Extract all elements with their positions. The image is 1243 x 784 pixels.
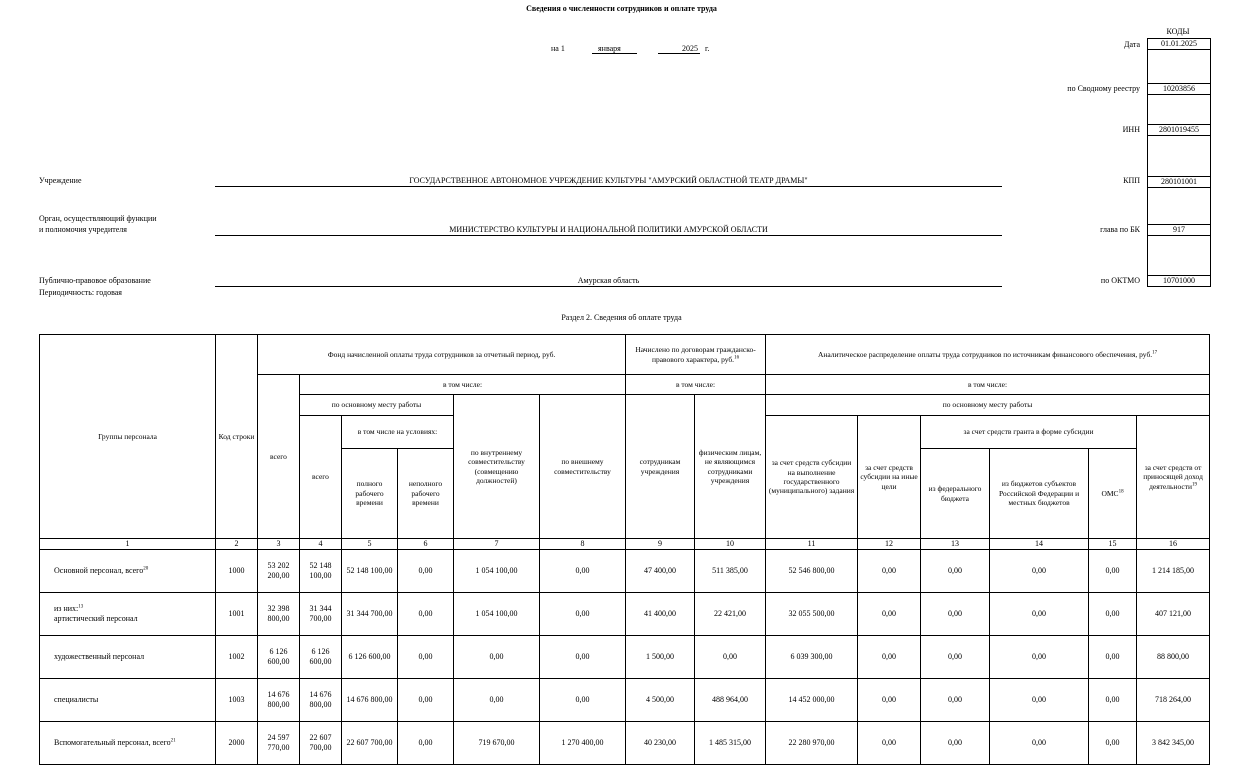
code-registry: 10203856 <box>1148 83 1210 93</box>
codes-header: КОДЫ <box>1166 27 1190 36</box>
table-cell: 719 670,00 <box>454 722 540 765</box>
label-inn: ИНН <box>1122 125 1140 134</box>
table-cell: 31 344 700,00 <box>300 593 342 636</box>
table-cell: 0,00 <box>990 636 1089 679</box>
table-cell: 0,00 <box>990 722 1089 765</box>
h-regional: из бюджетов субъектов Российской Федерации и местных бюджетов <box>990 449 1089 539</box>
table-cell: 0,00 <box>1089 550 1137 593</box>
table-cell: 1 054 100,00 <box>454 593 540 636</box>
table-cell: 407 121,00 <box>1137 593 1210 636</box>
h-subsidy-other: за счет средств субсидии на иные цели <box>858 416 921 539</box>
date-suffix: г. <box>705 44 710 53</box>
organ-label-1: Орган, осуществляющий функции <box>39 214 157 223</box>
table-cell: 0,00 <box>398 636 454 679</box>
table-cell: 1 214 185,00 <box>1137 550 1210 593</box>
table-cell: 4 500,00 <box>626 679 695 722</box>
h-gph-incl: в том числе: <box>626 375 766 395</box>
h-external: по внешнему совместительству <box>540 395 626 539</box>
col-num: 5 <box>342 539 398 550</box>
codes-box <box>1147 38 1211 287</box>
table-cell: 0,00 <box>1089 593 1137 636</box>
col-num: 6 <box>398 539 454 550</box>
col-num: 9 <box>626 539 695 550</box>
h-analytic-main-place: по основному месту работы <box>766 395 1210 416</box>
table-cell: 488 964,00 <box>695 679 766 722</box>
table-cell: 53 202 200,00 <box>258 550 300 593</box>
col-num: 4 <box>300 539 342 550</box>
table-cell: 32 055 500,00 <box>766 593 858 636</box>
label-oktmo: по ОКТМО <box>1100 276 1140 285</box>
h-incl-cond: в том числе на условиях: <box>342 416 454 449</box>
column-numbers-row <box>40 539 1210 550</box>
municipality-value: Амурская область <box>577 276 640 285</box>
h-grant: за счет средств гранта в форме субсидии <box>921 416 1137 449</box>
col-num: 14 <box>990 539 1089 550</box>
table-row <box>40 722 1210 765</box>
table-cell: 1 485 315,00 <box>695 722 766 765</box>
table-cell: 0,00 <box>990 550 1089 593</box>
table-cell: 0,00 <box>921 679 990 722</box>
section-title: Раздел 2. Сведения об оплате труда <box>561 313 682 322</box>
table-cell: 3 842 345,00 <box>1137 722 1210 765</box>
h-fund-total: всего <box>258 375 300 539</box>
h-oms: ОМС$^{18}$ <box>1089 449 1137 539</box>
row-code: 1001 <box>216 593 258 636</box>
h-fund: Фонд начисленной оплаты труда сотрудников за отчетный период, руб. <box>258 335 626 375</box>
table-cell: 6 126 600,00 <box>258 636 300 679</box>
date-prefix: на 1 <box>551 44 565 53</box>
row-name: Основной персонал, всего$^{20}$ <box>40 550 216 593</box>
table-cell: 40 230,00 <box>626 722 695 765</box>
table-cell: 0,00 <box>858 550 921 593</box>
table-cell: 718 264,00 <box>1137 679 1210 722</box>
table-cell: 0,00 <box>921 550 990 593</box>
table-cell: 0,00 <box>398 550 454 593</box>
h-gph: Начислено по договорам гражданско-правового характера, руб.$^{16}$ <box>626 335 766 375</box>
table-cell: 0,00 <box>695 636 766 679</box>
row-name: из них:$^{13}$ артистический персонал <box>40 593 216 636</box>
table-cell: 32 398 800,00 <box>258 593 300 636</box>
col-num: 12 <box>858 539 921 550</box>
table-cell: 14 676 800,00 <box>258 679 300 722</box>
salary-table <box>39 334 1210 765</box>
table-cell: 0,00 <box>858 636 921 679</box>
table-cell: 0,00 <box>398 679 454 722</box>
table-cell: 0,00 <box>540 593 626 636</box>
table-cell: 6 126 600,00 <box>342 636 398 679</box>
h-subsidy-task: за счет средств субсидии на выполнение государственного (муниципального) задания <box>766 416 858 539</box>
table-cell: 14 676 800,00 <box>342 679 398 722</box>
h-main-place: по основному месту работы <box>300 395 454 416</box>
row-name: Вспомогательный персонал, всего$^{21}$ <box>40 722 216 765</box>
table-row <box>40 593 1210 636</box>
table-cell: 52 148 100,00 <box>300 550 342 593</box>
table-cell: 22 607 700,00 <box>342 722 398 765</box>
table-row <box>40 550 1210 593</box>
table-cell: 14 676 800,00 <box>300 679 342 722</box>
date-year: 2025 <box>682 44 698 53</box>
organ-value: МИНИСТЕРСТВО КУЛЬТУРЫ И НАЦИОНАЛЬНОЙ ПОЛИТИКИ АМУРСКОЙ ОБЛАСТИ <box>449 225 768 234</box>
code-kpp: 280101001 <box>1148 176 1210 186</box>
table-cell: 0,00 <box>398 593 454 636</box>
table-cell: 0,00 <box>990 679 1089 722</box>
table-cell: 0,00 <box>1089 722 1137 765</box>
h-main-total: всего <box>300 416 342 539</box>
code-date: 01.01.2025 <box>1161 39 1197 48</box>
date-month: января <box>598 44 621 53</box>
table-cell: 0,00 <box>540 550 626 593</box>
table-cell: 0,00 <box>921 636 990 679</box>
table-cell: 31 344 700,00 <box>342 593 398 636</box>
institution-value: ГОСУДАРСТВЕННОЕ АВТОНОМНОЕ УЧРЕЖДЕНИЕ КУЛЬТУРЫ "АМУРСКИЙ ОБЛАСТНОЙ ТЕАТР ДРАМЫ" <box>409 176 808 185</box>
h-code: Код строки <box>216 335 258 539</box>
code-oktmo: 10701000 <box>1148 275 1210 285</box>
table-cell: 14 452 000,00 <box>766 679 858 722</box>
col-num: 13 <box>921 539 990 550</box>
h-internal: по внутреннему совместительству (совмещению должностей) <box>454 395 540 539</box>
table-cell: 0,00 <box>921 593 990 636</box>
table-cell: 0,00 <box>921 722 990 765</box>
h-fund-incl: в том числе: <box>300 375 626 395</box>
col-num: 3 <box>258 539 300 550</box>
row-code: 1000 <box>216 550 258 593</box>
h-groups: Группы персонала <box>40 335 216 539</box>
table-cell: 6 039 300,00 <box>766 636 858 679</box>
table-cell: 0,00 <box>454 636 540 679</box>
label-kpp: КПП <box>1123 176 1140 185</box>
table-cell: 0,00 <box>540 679 626 722</box>
table-cell: 0,00 <box>398 722 454 765</box>
table-cell: 88 800,00 <box>1137 636 1210 679</box>
table-cell: 0,00 <box>454 679 540 722</box>
table-cell: 24 597 770,00 <box>258 722 300 765</box>
h-income: за счет средств от приносящей доход деятельности$^{19}$ <box>1137 416 1210 539</box>
col-num: 15 <box>1089 539 1137 550</box>
table-cell: 0,00 <box>858 593 921 636</box>
col-num: 7 <box>454 539 540 550</box>
table-cell: 47 400,00 <box>626 550 695 593</box>
document-title: Сведения о численности сотрудников и оплате труда <box>526 4 717 13</box>
col-num: 11 <box>766 539 858 550</box>
table-cell: 52 148 100,00 <box>342 550 398 593</box>
label-registry: по Сводному реестру <box>1067 84 1140 93</box>
organ-label-2: и полномочия учредителя <box>39 225 127 234</box>
municipality-label: Публично-правовое образование <box>39 276 151 285</box>
row-name: специалисты <box>40 679 216 722</box>
col-num: 1 <box>40 539 216 550</box>
periodicity: Периодичность: годовая <box>39 288 122 297</box>
row-code: 1002 <box>216 636 258 679</box>
row-code: 1003 <box>216 679 258 722</box>
h-part: неполного рабочего времени <box>398 449 454 539</box>
institution-label: Учреждение <box>39 176 82 185</box>
table-cell: 0,00 <box>990 593 1089 636</box>
h-federal: из федерального бюджета <box>921 449 990 539</box>
h-full: полного рабочего времени <box>342 449 398 539</box>
table-row <box>40 636 1210 679</box>
col-num: 2 <box>216 539 258 550</box>
table-cell: 0,00 <box>858 722 921 765</box>
table-cell: 0,00 <box>1089 636 1137 679</box>
table-cell: 0,00 <box>540 636 626 679</box>
code-inn: 2801019455 <box>1148 124 1210 134</box>
col-num: 16 <box>1137 539 1210 550</box>
table-cell: 6 126 600,00 <box>300 636 342 679</box>
table-cell: 0,00 <box>1089 679 1137 722</box>
table-cell: 22 607 700,00 <box>300 722 342 765</box>
row-name: художественный персонал <box>40 636 216 679</box>
h-analytic-incl: в том числе: <box>766 375 1210 395</box>
h-employees: сотрудникам учреждения <box>626 395 695 539</box>
table-cell: 1 054 100,00 <box>454 550 540 593</box>
table-row <box>40 679 1210 722</box>
col-num: 8 <box>540 539 626 550</box>
table-cell: 22 280 970,00 <box>766 722 858 765</box>
table-cell: 22 421,00 <box>695 593 766 636</box>
row-code: 2000 <box>216 722 258 765</box>
table-cell: 1 270 400,00 <box>540 722 626 765</box>
table-cell: 0,00 <box>858 679 921 722</box>
h-analytic: Аналитическое распределение оплаты труда сотрудников по источникам финансового обеспечения, руб.$^{17}$ <box>766 335 1210 375</box>
label-bk: глава по БК <box>1100 225 1140 234</box>
table-cell: 41 400,00 <box>626 593 695 636</box>
col-num: 10 <box>695 539 766 550</box>
table-cell: 511 385,00 <box>695 550 766 593</box>
table-cell: 1 500,00 <box>626 636 695 679</box>
label-date: Дата <box>1124 40 1140 49</box>
code-bk: 917 <box>1148 224 1210 234</box>
table-cell: 52 546 800,00 <box>766 550 858 593</box>
h-individuals: физическим лицам, не являющимся сотрудниками учреждения <box>695 395 766 539</box>
